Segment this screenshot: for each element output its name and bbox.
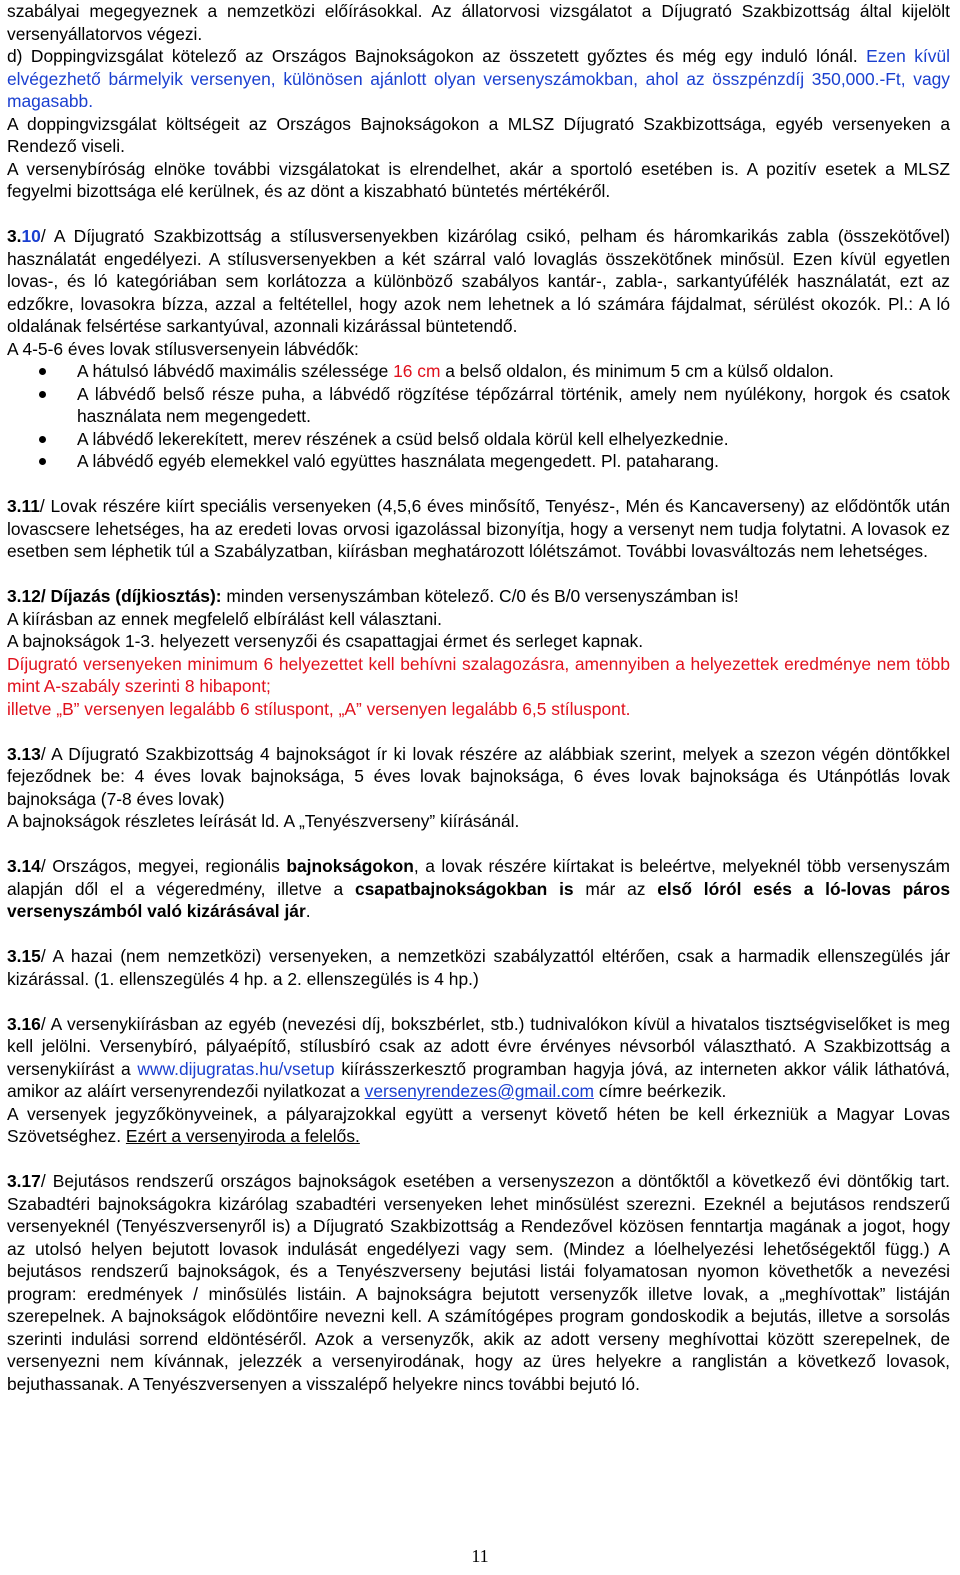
intro-paragraph-3: A doppingvizsgálat költségeit az Országos Bajnokságokon a MLSZ Díjugrató Szakbizottsága, egyéb versenyeken a Rendező viseli. xyxy=(7,113,950,156)
list-item: A lábvédő lekerekített, merev részének a csüd belső oldala körül kell elhelyezkednie. xyxy=(7,428,950,451)
section-3-14-number: 3.14 xyxy=(7,856,41,876)
bullet-icon xyxy=(39,391,46,398)
section-3-10-text: / A Díjugrató Szakbizottság a stílusversenyekben kizárólag csikó, pelham és háromkarikás zabla (összekötővel) használatát engedélyezi. A stílusversenyekben a két szárral való lovaglás összekötőnek minősül. Ezen kívül egyetlen lovas-, és ló kategóriában sem korlátozza a különböző szabályos kantár-, zabla-, sarkantyúfélék használatát, ezt az edzőkre, lovasokra bízza, azzal a feltétellel, hogy azok nem lehetnek a ló számára fájdalmat, sérülést okozók. Pl.: A ló oldalának felsértése sarkantyúval, azonnali kizárással büntetendő. xyxy=(7,226,950,336)
responsibility-note: Ezért a versenyiroda a felelős. xyxy=(125,1126,360,1146)
email-link[interactable]: versenyrendezes@gmail.com xyxy=(364,1081,594,1101)
section-3-16-line-2: A versenyek jegyzőkönyveinek, a pályarajzokkal együtt a versenyt követő héten be kell érkezniük a Magyar Lovas Szövetséghez. Ezért a versenyiroda a felelős. xyxy=(7,1103,950,1146)
list-item: A hátulsó lábvédő maximális szélessége 16 cm a belső oldalon, és minimum 5 cm a külső oldalon. xyxy=(7,360,950,383)
page-number: 11 xyxy=(471,1546,489,1566)
section-3-13-line-2: A bajnokságok részletes leírását ld. A „Tenyészverseny” kiírásánál. xyxy=(7,811,520,831)
intro-paragraph-4: A versenybíróság elnöke további vizsgálatokat is elrendelhet, akár a sportoló esetében is. A pozitív esetek a MLSZ fegyelmi bizottsága elé kerülnek, és az dönt a kiszabható büntetés mértékéről. xyxy=(7,158,950,201)
document-page xyxy=(7,0,950,1395)
bullet-icon xyxy=(39,436,46,443)
width-value: 16 cm xyxy=(393,361,441,381)
section-3-16-number: 3.16 xyxy=(7,1013,41,1034)
section-3-12-heading: 3.12/ Díjazás (díjkiosztás): xyxy=(7,586,222,606)
section-3-12-line-3: A bajnokságok 1-3. helyezett versenyzői és csapattagjai érmet és serleget kapnak. xyxy=(7,631,644,651)
doping-optional: Ezen kívül elvégezhető bármelyik versenyen, különösen ajánlott olyan versenyszámokban, ahol az összpénzdíj 350,000.-Ft, vagy magasabb. xyxy=(7,46,950,111)
section-3-10-number: 3.10 xyxy=(7,226,41,246)
section-3-17: 3.17/ Bejutásos rendszerű országos bajnokságok esetében a versenyszezon a döntőktől a következő évi döntőkig tart. Szabadtéri bajnokságokra kizárólag szabadtéri versenyeken lehet minősülést szerezni. Ezeknél a bejutásos rendszerű versenyeknél (Tenyészversenyről is) a Díjugrató Szakbizottság a Rendezővel közösen fenntartja magának a jogot, hogy az utolsó helyen bejutott lovasok indulását engedélyezi vagy sem. (Mindez a lóelhelyezési lehetőségektől függ.) A bejutásos rendszerű bajnokságok, és a Tenyészverseny bejutási listái folyamatosan nyomon követhetők a nevezési program: eredmények / minősülés listáin. A bajnokságra bejutott versenyzők illetve lovak, a „meghívottak” listáján szerepelnek. A bajnokságok elődöntőire nevezni kell. A számítógépes program gondoskodik a bejutás, illetve a sorsolás szerinti indulási sorrend eldöntéséről. Azok a versenyzők, akik az adott verseny meghívottai között szerepelnek, de versenyezni nem kívánnak, jelezzék a versenyirodának, hogy az üres helyekre a ranglistán a következő lovasok, bejuthassanak. A Tenyészversenyen a visszalépő helyekre nincs további bejutó ló. xyxy=(7,1171,950,1394)
section-3-14: 3.14/ Országos, megyei, regionális bajnokságokon, a lovak részére kiírtakat is beleértve, melyeknél több versenyszám alapján dől el a végeredmény, illetve a csapatbajnokságokban is már az első lóról esés a ló-lovas páros versenyszámból való kizárásával jár. xyxy=(7,856,950,921)
section-3-16: 3.16/ A versenykiírásban az egyéb (nevezési díj, bokszbérlet, stb.) tudnivalókon kívül a hivatalos tisztségviselőket is meg kell jelölni. Versenybíró, pályaépítő, stílusbíró csak az adott évre érvényes névsorból választható. A Szakbizottság a versenykiírást a www.dijugratas.hu/vsetup kiírásszerkesztő programban hagyja jóvá, az interneten akkor válik láthatóvá, amikor az aláírt versenyrendezői nyilatkozat a versenyrendezes@gmail.com címre beérkezik. xyxy=(7,1013,950,1101)
section-3-17-number: 3.17 xyxy=(7,1171,41,1191)
section-3-13: 3.13/ A Díjugrató Szakbizottság 4 bajnokságot ír ki lovak részére az alábbiak szerint, melyek a szezon végén döntőkkel fejeződnek be: 4 éves lovak bajnoksága, 5 éves lovak bajnoksága, 6 éves lovak bajnoksága és Utánpótlás lovak bajnoksága (7-8 éves lovak) xyxy=(7,743,950,809)
leg-protector-list xyxy=(7,360,950,473)
section-3-12-red-2: illetve „B” versenyen legalább 6 stíluspont, „A” versenyen legalább 6,5 stíluspont. xyxy=(7,698,631,719)
section-3-11: 3.11/ Lovak részére kiírt speciális versenyeken (4,5,6 éves minősítő, Tenyész-, Mén és Kancaverseny) az elődöntők után lovascsere lehetséges, ha az eredeti lovas orvosi igazolással bizonyítja, hogy a versenyt nem tudja folytatni. A lovasok ez esetben sem léphetik túl a Szabályzatban, kiírásban meghatározott lólétszámot. További lovasváltozás nem lehetséges. xyxy=(7,496,950,561)
section-3-11-number: 3.11 xyxy=(7,496,40,516)
section-3-15: 3.15/ A hazai (nem nemzetközi) versenyeken, a nemzetközi szabályzattól eltérően, csak a harmadik ellenszegülés jár kizárással. (1. ellenszegülés 4 hp. a 2. ellenszegülés is 4 hp.) xyxy=(7,946,950,989)
doping-requirement: d) Doppingvizsgálat kötelező az Országos Bajnokságokon az összetett győztes és még egy induló lónál. xyxy=(7,46,867,66)
section-3-13-number: 3.13 xyxy=(7,743,41,764)
leg-protector-lead: A 4-5-6 éves lovak stílusversenyein lábvédők: xyxy=(7,338,359,359)
vsetup-link[interactable]: www.dijugratas.hu/vsetup xyxy=(137,1058,335,1079)
bullet-icon xyxy=(39,458,46,465)
bullet-icon xyxy=(39,368,46,375)
section-3-12-red-1: Díjugrató versenyeken minimum 6 helyezettet kell behívni szalagozásra, amennyiben a helyezettek eredménye nem több mint A-szabály szerinti 8 hibapont; xyxy=(7,653,950,696)
section-3-10 xyxy=(7,225,950,338)
intro-paragraph-2 xyxy=(7,45,950,113)
list-item: A lábvédő belső része puha, a lábvédő rögzítése tépőzárral történik, amely nem nyúlékony, horgok és csatok használata nem megengedett. xyxy=(7,383,950,428)
intro-paragraph-1: szabályai megegyeznek a nemzetközi előírásokkal. Az állatorvosi vizsgálatot a Díjugrató Szakbizottság által kijelölt versenyállatorvos végezi. xyxy=(7,1,950,44)
section-3-12-line-2: A kiírásban az ennek megfelelő elbírálást kell választani. xyxy=(7,608,443,629)
list-item: A lábvédő egyéb elemekkel való együttes használata megengedett. Pl. pataharang. xyxy=(7,450,950,473)
section-3-12: 3.12/ Díjazás (díjkiosztás): minden versenyszámban kötelező. C/0 és B/0 versenyszámban is! xyxy=(7,586,739,606)
section-3-15-number: 3.15 xyxy=(7,946,41,966)
